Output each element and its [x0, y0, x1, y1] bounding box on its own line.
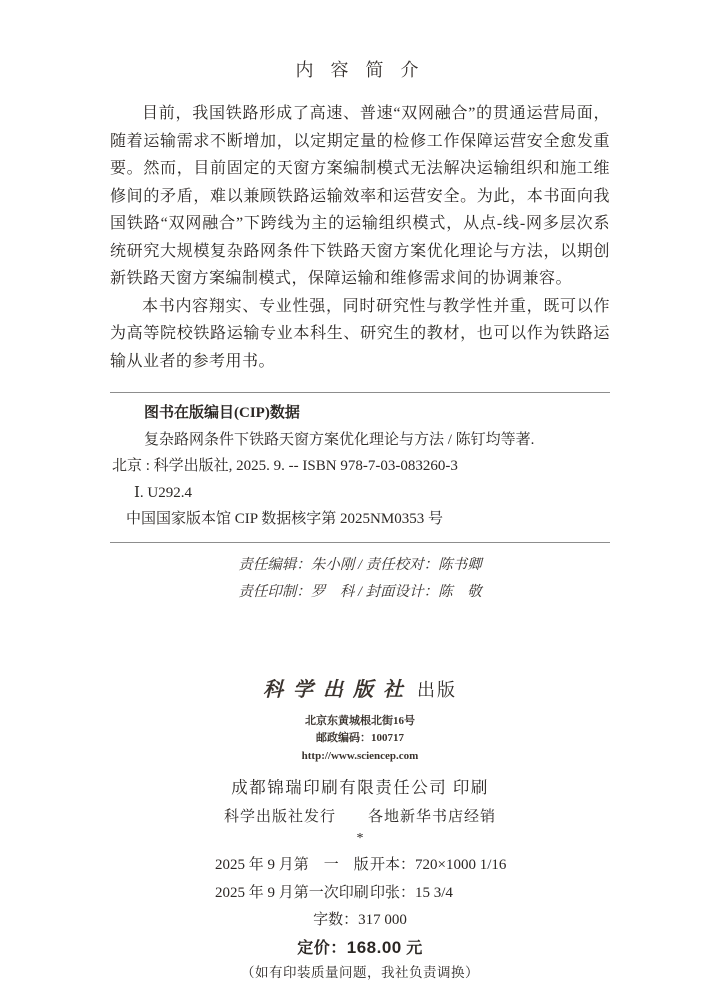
introduction-section [110, 100, 610, 375]
price-label: 定价： [297, 939, 347, 957]
star-separator: * [356, 831, 364, 846]
price-line [110, 935, 610, 961]
printer-line: 成都锦瑞印刷有限责任公司 印刷 [231, 778, 489, 797]
page-content [110, 56, 610, 985]
distribution-line: 科学出版社发行 各地新华书店经销 [223, 809, 496, 825]
cip-classification-line: Ⅰ. U292.4 [134, 484, 193, 501]
print-info-section [215, 852, 610, 907]
price-value: 168.00 [346, 937, 402, 957]
press-logo-suffix: 出版 [417, 679, 457, 700]
cip-record-number-line: 中国国家版本馆 CIP 数据核字第 2025NM0353 号 [126, 511, 443, 527]
intro-paragraph-1: 目前，我国铁路形成了高速、普速“双网融合”的贯通运营局面，随着运输需求不断增加，以定期定量的检修工作保障运营安全愈发重要。然而，目前固定的天窗方案编制模式无法解决运输组织和施工维修间的矛盾，难以兼顾铁路运输效率和运营安全。为此，本书面向我国铁路“双网融合”下跨线为主的运输组织模式，从点-线-网多层次系统研究大规模复杂路网条件下铁路天窗方案优化理论与方法，以期创新铁路天窗方案编制模式，保障运输和维修需求间的协调兼容。 [110, 105, 610, 287]
cip-heading: 图书在版编目(CIP)数据 [144, 405, 300, 421]
sheets-spec: 印张：15 3/4 [370, 884, 453, 901]
page-title: 内 容 简 介 [295, 60, 425, 80]
word-count-line: 字数：317 000 [313, 912, 407, 928]
divider-bottom [110, 542, 610, 543]
format-spec: 开本：720×1000 1/16 [370, 857, 507, 873]
price-unit: 元 [401, 939, 423, 957]
press-website: http://www.sciencep.com [301, 749, 419, 762]
publisher-block [110, 676, 610, 848]
credits-editor-line: 责任编辑：朱小刚 / 责任校对：陈书卿 [238, 556, 482, 573]
credits-printing-line: 责任印制：罗 科 / 封面设计：陈 敬 [238, 583, 482, 600]
cip-data-section [110, 393, 610, 542]
cip-title-line: 复杂路网条件下铁路天窗方案优化理论与方法 / 陈钉均等著. [144, 431, 535, 448]
press-logo-line [110, 676, 610, 706]
press-postcode: 邮政编码：100717 [316, 732, 404, 744]
press-street-address: 北京东黄城根北街16号 [305, 714, 415, 727]
impression-date: 2025 年 9 月第一次印刷 [215, 884, 369, 901]
staff-credits [110, 552, 610, 606]
intro-paragraph-2: 本书内容翔实、专业性强，同时研究性与教学性并重，既可以作为高等院校铁路运输专业本科生、研究生的教材，也可以作为铁路运输从业者的参考用书。 [110, 297, 610, 370]
edition-date: 2025 年 9 月第 一 版 [215, 857, 369, 873]
cip-publisher-isbn-line: 北京 : 科学出版社, 2025. 9. -- ISBN 978-7-03-083260-3 [112, 458, 458, 474]
quality-guarantee-note: （如有印装质量问题，我社负责调换） [241, 964, 479, 980]
edition-row [215, 852, 610, 880]
impression-row [215, 880, 610, 908]
press-address-block [110, 713, 610, 766]
science-press-logotype: 科学出版社 [263, 678, 413, 701]
